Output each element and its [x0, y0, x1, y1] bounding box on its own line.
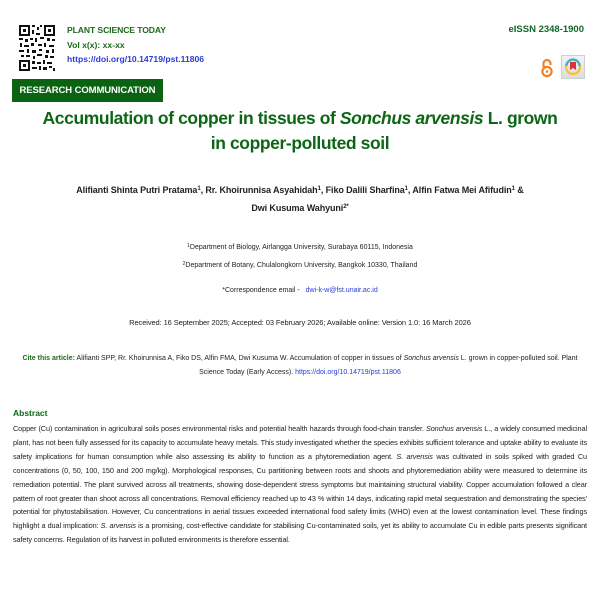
citation-label: Cite this article:	[22, 355, 75, 362]
journal-header	[0, 0, 600, 80]
correspondence-label: *Correspondence email -	[222, 287, 302, 294]
affiliation: $^1$Department of Biology, Airlangga University, Surabaya 60115, Indonesia	[187, 243, 413, 251]
author: Dwi Kusuma Wahyuni$^{2*}$	[251, 203, 349, 213]
citation-doi-link[interactable]: https://doi.org/10.14719/pst.11806	[295, 369, 401, 376]
title-line2: in copper-polluted soil	[210, 133, 390, 153]
volume-info: Vol x(x): xx-xx	[67, 39, 125, 50]
abstract-heading: Abstract	[13, 408, 48, 418]
citation-species: Sonchus arvensis	[403, 355, 459, 362]
article-title	[0, 106, 600, 156]
citation	[12, 352, 588, 380]
affiliations	[0, 238, 600, 274]
publication-dates: Received: 16 September 2025; Accepted: 03 February 2026; Available online: Version 1.0: 16 March 2026	[129, 318, 471, 327]
author: Alifianti Shinta Putri Pratama$^1$,	[76, 185, 206, 195]
abstract-text: Copper (Cu) contamination in agricultural soils poses environmental risks and potential health hazards through food-chain transfer. Sonchus arvensis L., a widely consumed medicinal plant, has not been fully assessed for its capacity to accumulate heavy metals. This study investigated whether the species exhibits sufficient tolerance and uptake ability to evaluate its safety implications for human consumption while also assessing its ability to function as a phytoremediation agent. S. arvensis was cultivated in soils spiked with graded Cu concentrations (0, 50, 100, 150 and 200 mg/kg). Morphological responses, Cu partitioning between roots and shoots and phytoremediation ability were measured to determine its remediation potential. The plant survived across all treatments, showing dose-dependent stress symptoms but maintaining structural viability. Copper accumulation followed a clear pattern of root greater than shoot across all concentrations. Removal efficiency reached up to 43 % within 14 days, indicating rapid metal sequestration and demonstrating the species' potential for phytostabilisation. However, Cu concentrations in aerial tissues exceeded international food safety limits (WHO) even at the lowest contamination level. These findings highlight a dual implication: S. arvensis is a promising, cost-effective candidate for stabilising Cu-contaminated soils, yet its ability to accumulate Cu in edible parts presents significant safety concerns. Regulation of its harvest in polluted environments is therefore essential.	[13, 424, 587, 545]
title-part2: L. grown	[483, 108, 558, 128]
doi-link[interactable]: https://doi.org/10.14719/pst.11806	[67, 54, 205, 64]
title-species: Sonchus arvensis	[339, 108, 484, 128]
article-type-badge: RESEARCH COMMUNICATION	[12, 79, 163, 102]
journal-name: PLANT SCIENCE TODAY	[67, 25, 166, 35]
eissn: eISSN 2348-1900	[508, 24, 584, 35]
author: Alfin Fatwa Mei Afifudin$^1$ &	[412, 185, 524, 195]
citation-text: L. grown in copper-polluted soil. Plant Science Today (Early Access).	[199, 355, 578, 376]
affiliation: $^2$Department of Botany, Chulalongkorn University, Bangkok 10330, Thailand	[182, 261, 418, 269]
correspondence-email-link[interactable]: dwi-k-w@fst.unair.ac.id	[305, 287, 378, 294]
author: Fiko Dalili Sharfina$^1$,	[325, 185, 413, 195]
crossmark-icon[interactable]	[561, 55, 585, 79]
title-part1: Accumulation of copper in tissues of	[42, 108, 340, 128]
author-list	[0, 181, 600, 217]
qr-code-icon[interactable]	[18, 24, 56, 72]
author: Rr. Khoirunnisa Asyahidah$^1$,	[205, 185, 326, 195]
correspondence	[0, 287, 600, 294]
open-access-icon[interactable]	[540, 58, 554, 78]
citation-text: Alifianti SPP, Rr. Khoirunnisa A, Fiko DS, Alfin FMA, Dwi Kusuma W. Accumulation of copper in tissues of	[74, 355, 404, 362]
journal-info	[67, 23, 204, 67]
